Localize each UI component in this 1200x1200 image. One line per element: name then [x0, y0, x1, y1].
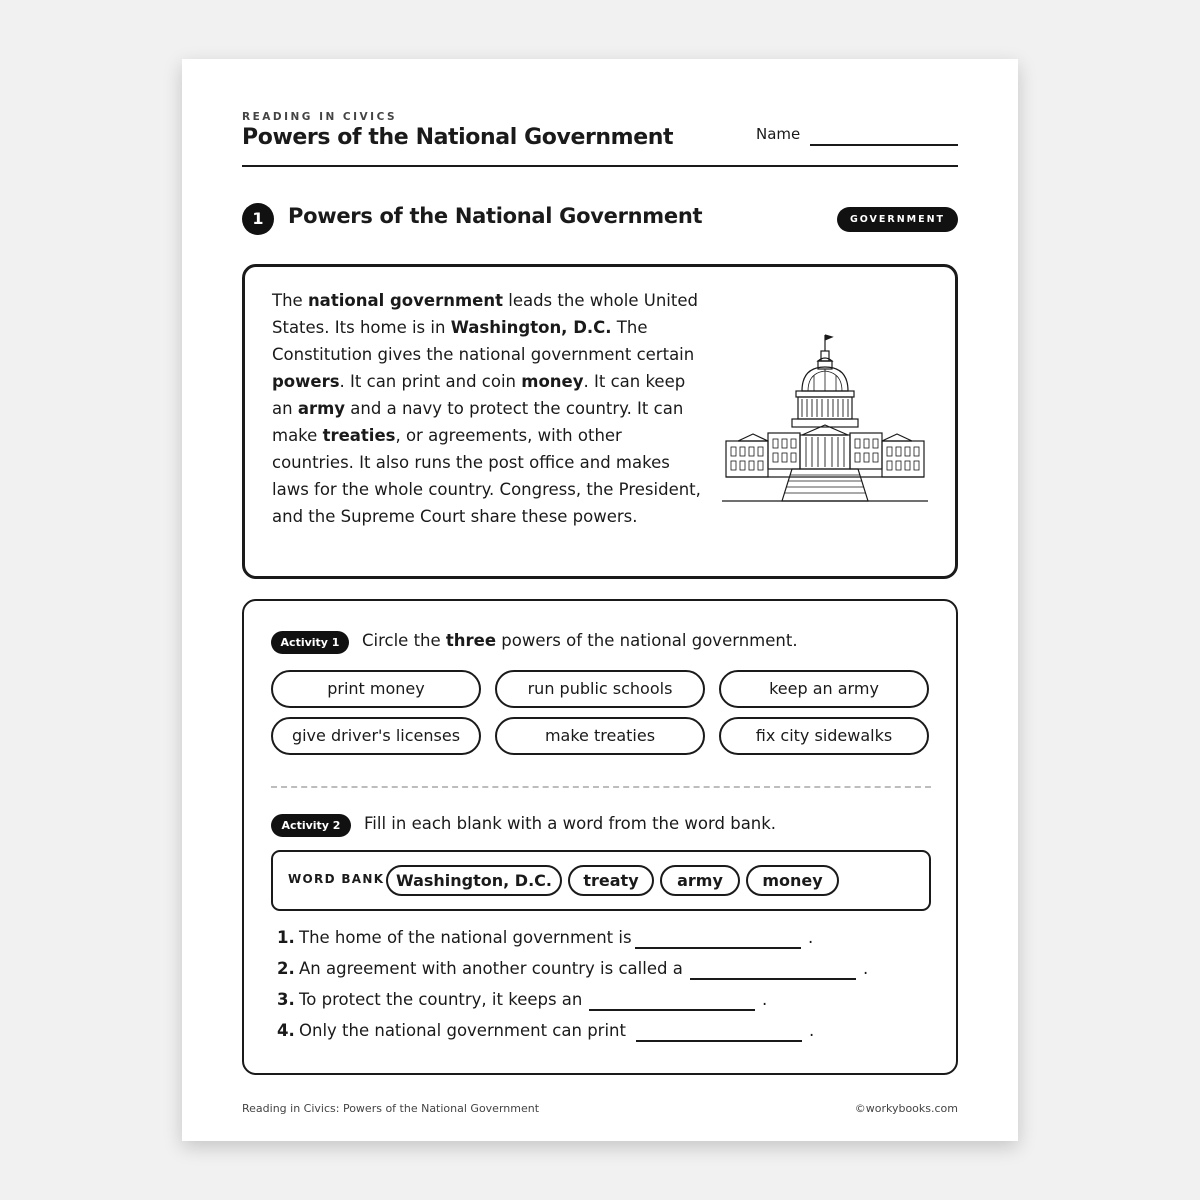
activities-box: [242, 599, 958, 1075]
word-bank: [271, 850, 931, 911]
question-number: 4.: [277, 1021, 295, 1040]
choice-print-money[interactable]: print money: [271, 670, 481, 708]
passage-keyword: national government: [307, 291, 503, 310]
answer-blank[interactable]: [636, 1040, 802, 1042]
footer-copyright: ©workybooks.com: [854, 1102, 958, 1115]
question-text: Only the national government can print: [299, 1021, 626, 1040]
section-title: Powers of the National Government: [288, 204, 703, 228]
passage-keyword: army: [297, 399, 346, 418]
worksheet-title: Powers of the National Government: [242, 125, 674, 150]
question-text: The home of the national government is: [299, 928, 632, 947]
passage-text: and a navy to protect the country. It can make: [272, 399, 684, 445]
answer-blank[interactable]: [589, 1009, 755, 1011]
section-number-badge: 1: [242, 203, 274, 235]
activity-1-instruction: Circle the three powers of the national government.: [362, 631, 798, 650]
period: .: [863, 959, 869, 978]
passage-text: The: [272, 291, 308, 310]
name-label: Name: [756, 125, 801, 143]
passage-keyword: Washington, D.C.: [450, 318, 612, 337]
footer-title: Reading in Civics: Powers of the National Government: [242, 1102, 540, 1115]
passage-keyword: treaties: [322, 426, 396, 445]
period: .: [808, 928, 814, 947]
question-number: 1.: [277, 928, 295, 947]
choice-fix-city-sidewalks[interactable]: fix city sidewalks: [719, 717, 929, 755]
word-bank-word: treaty: [568, 865, 654, 896]
capitol-building-icon: [722, 329, 928, 513]
topic-badge: GOVERNMENT: [837, 207, 958, 232]
period: .: [762, 990, 768, 1009]
passage-text: leads the whole United States. Its home is in: [272, 291, 698, 337]
answer-blank[interactable]: [635, 947, 801, 949]
word-bank-label: WORD BANK: [288, 872, 385, 886]
passage-text: , or agreements, with other countries. It also runs the post office and makes laws for the whole country. Congress, the President, and the Supreme Court share these powers.: [272, 426, 701, 526]
activity-2-instruction: Fill in each blank with a word from the word bank.: [364, 814, 777, 833]
reading-passage: [272, 287, 702, 530]
passage-text: . It can print and coin: [339, 372, 522, 391]
reading-passage-box: [242, 264, 958, 579]
choice-run-public-schools[interactable]: run public schools: [495, 670, 705, 708]
choice-keep-an-army[interactable]: keep an army: [719, 670, 929, 708]
passage-text: The Constitution gives the national government certain: [272, 318, 695, 364]
question-number: 2.: [277, 959, 295, 978]
question-number: 3.: [277, 990, 295, 1009]
worksheet-header: [242, 109, 958, 167]
name-field[interactable]: [810, 144, 958, 146]
word-bank-word: army: [660, 865, 740, 896]
activity-divider: [271, 786, 931, 788]
series-kicker: READING IN CIVICS: [242, 111, 398, 123]
question-text: An agreement with another country is called a: [299, 959, 683, 978]
question-text: To protect the country, it keeps an: [299, 990, 583, 1009]
activity-1-label: Activity 1: [271, 631, 349, 654]
answer-blank[interactable]: [690, 978, 856, 980]
word-bank-word: Washington, D.C.: [386, 865, 562, 896]
choice-make-treaties[interactable]: make treaties: [495, 717, 705, 755]
period: .: [809, 1021, 815, 1040]
passage-text: . It can keep an: [272, 372, 686, 418]
choice-give-drivers-licenses[interactable]: give driver's licenses: [271, 717, 481, 755]
word-bank-word: money: [746, 865, 839, 896]
activity-2-label: Activity 2: [271, 814, 351, 837]
passage-keyword: money: [521, 372, 584, 391]
passage-keyword: powers: [272, 372, 340, 391]
worksheet-page: [182, 59, 1018, 1141]
